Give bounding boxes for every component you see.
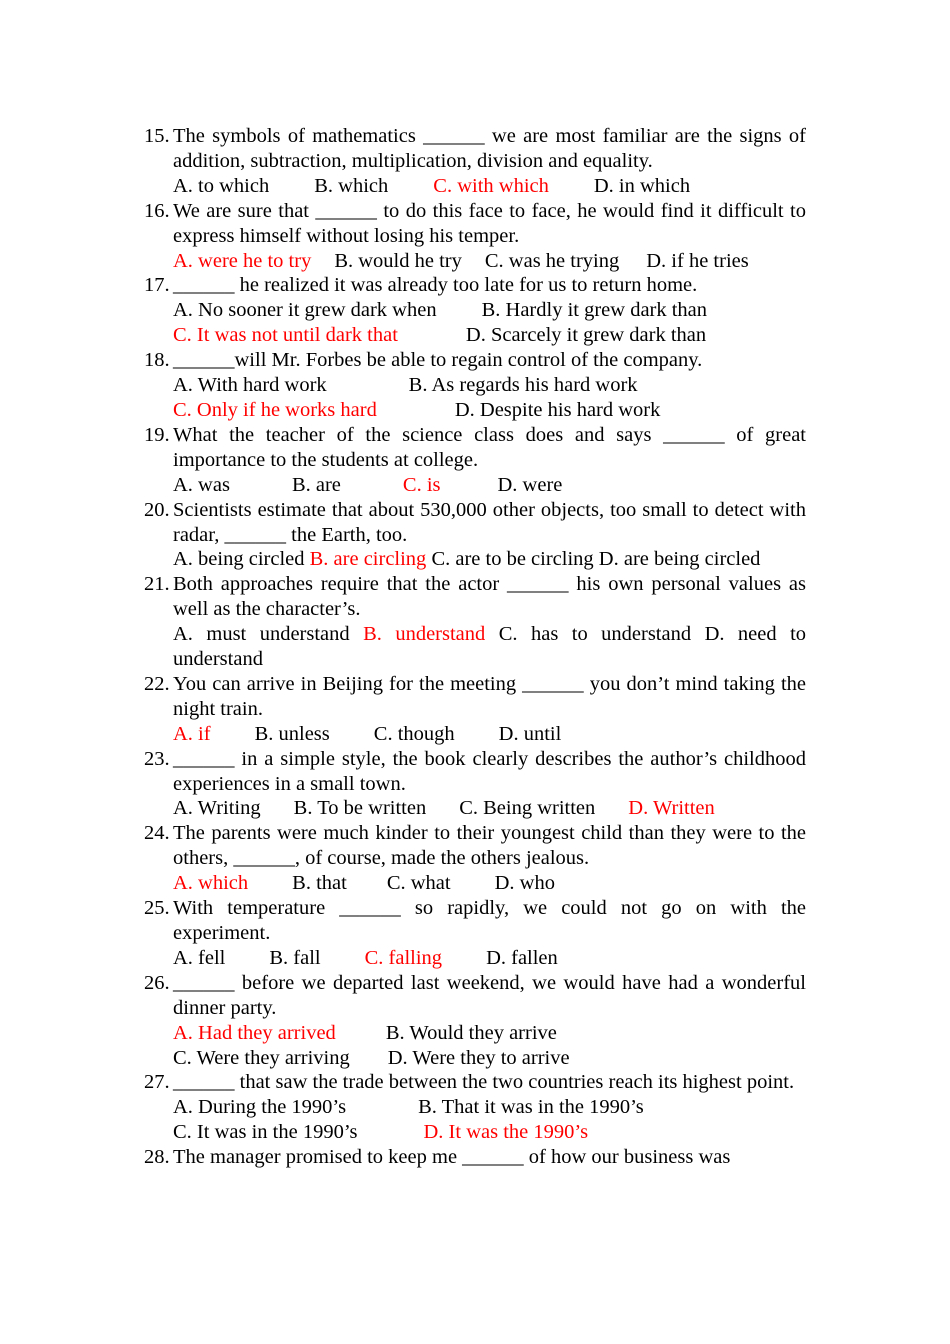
question-number: 21. xyxy=(144,573,170,596)
question-number: 23. xyxy=(144,747,170,770)
option: C. are to be circling xyxy=(431,548,594,571)
answer-option: B. understand xyxy=(363,623,486,646)
option: B. are xyxy=(291,473,341,496)
option-row xyxy=(173,323,806,348)
option: B. Would they arrive xyxy=(385,1021,557,1044)
question-26 xyxy=(144,971,806,1071)
option-row xyxy=(173,1021,806,1046)
question-number: 22. xyxy=(144,672,170,695)
option: D. if he tries xyxy=(646,249,749,272)
answer-option: A. were he to try xyxy=(173,249,312,272)
option: B. fall xyxy=(269,946,321,969)
question-stem: What the teacher of the science class does and says ______ of great importance to the students at college. xyxy=(173,423,806,471)
question-15 xyxy=(144,124,806,199)
option: C. It was in the 1990’s xyxy=(173,1121,358,1144)
answer-option: B. are circling xyxy=(309,548,427,571)
question-25 xyxy=(144,896,806,971)
question-number: 26. xyxy=(144,971,170,994)
option-row xyxy=(173,249,806,274)
option: A. being circled xyxy=(173,548,305,571)
option: D. in which xyxy=(593,174,691,197)
option-row xyxy=(173,622,806,672)
option: B. unless xyxy=(254,722,330,745)
option: C. Were they arriving xyxy=(173,1046,350,1069)
answer-option: D. Written xyxy=(628,797,715,820)
option: D. Scarcely it grew dark than xyxy=(465,324,707,347)
option-row xyxy=(173,398,806,423)
option: D. were xyxy=(497,473,563,496)
option: D. who xyxy=(494,872,555,895)
option: D. until xyxy=(498,722,562,745)
question-stem: ______ before we departed last weekend, we would have had a wonderful dinner party. xyxy=(173,971,806,1019)
question-27 xyxy=(144,1070,806,1145)
option-row xyxy=(173,722,806,747)
question-16 xyxy=(144,199,806,274)
question-22 xyxy=(144,672,806,747)
question-stem: With temperature ______ so rapidly, we could not go on with the experiment. xyxy=(173,897,806,944)
option: B. As regards his hard work xyxy=(408,374,638,397)
question-stem: The symbols of mathematics ______ we are most familiar are the signs of addition, subtraction, multiplication, division and equality. xyxy=(173,125,806,172)
option: B. That it was in the 1990’s xyxy=(418,1096,644,1119)
question-stem: Both approaches require that the actor ______ his own personal values as well as the character’s. xyxy=(173,573,806,621)
question-number: 27. xyxy=(144,1071,170,1094)
option: A. fell xyxy=(173,946,226,969)
question-stem: ______ in a simple style, the book clearly describes the author’s childhood experiences in a small town. xyxy=(173,747,806,795)
option: A. to which xyxy=(173,174,270,197)
question-stem: The parents were much kinder to their youngest child than they were to the others, ______, of course, made the others jealous. xyxy=(173,822,806,870)
option-row xyxy=(173,871,806,896)
option: D. need to understand xyxy=(173,623,807,671)
option-row xyxy=(173,1120,806,1145)
option: A. With hard work xyxy=(173,374,327,397)
option: B. would he try xyxy=(334,249,462,272)
question-number: 28. xyxy=(144,1146,170,1169)
answer-option: D. It was the 1990’s xyxy=(423,1121,589,1144)
question-stem: ______ that saw the trade between the two countries reach its highest point. xyxy=(173,1071,795,1094)
answer-option: C. It was not until dark that xyxy=(173,324,398,347)
question-28 xyxy=(144,1145,806,1170)
option: B. which xyxy=(314,174,389,197)
option-row xyxy=(173,373,806,398)
option-row xyxy=(173,298,806,323)
option: A. was xyxy=(173,473,230,496)
answer-option: A. which xyxy=(173,872,249,895)
answer-option: C. is xyxy=(402,473,441,496)
answer-option: A. Had they arrived xyxy=(173,1021,336,1044)
option: D. Despite his hard work xyxy=(454,398,661,421)
question-stem: The manager promised to keep me ______ of how our business was xyxy=(173,1146,731,1169)
question-stem: ______ he realized it was already too late for us to return home. xyxy=(173,274,698,297)
answer-option: A. if xyxy=(173,722,211,745)
question-18 xyxy=(144,348,806,423)
option-row xyxy=(173,796,806,821)
question-number: 25. xyxy=(144,897,170,920)
option-row xyxy=(173,547,806,572)
option: B. To be written xyxy=(293,797,427,820)
option: C. though xyxy=(373,722,455,745)
question-number: 15. xyxy=(144,125,170,147)
option: A. Writing xyxy=(173,797,261,820)
question-number: 16. xyxy=(144,199,170,222)
option: A. must understand xyxy=(173,623,350,646)
option: C. was he trying xyxy=(484,249,620,272)
option: D. are being circled xyxy=(598,548,761,571)
question-number: 20. xyxy=(144,498,170,521)
answer-option: C. falling xyxy=(364,946,443,969)
option: C. what xyxy=(386,872,451,895)
question-21 xyxy=(144,572,806,672)
question-stem: You can arrive in Beijing for the meeting ______ you don’t mind taking the night train. xyxy=(173,672,806,720)
option: C. has to understand xyxy=(498,623,692,646)
option-row xyxy=(173,946,806,971)
option: D. fallen xyxy=(486,946,558,969)
question-stem: Scientists estimate that about 530,000 other objects, too small to detect with radar, ______ the Earth, too. xyxy=(173,498,806,546)
answer-option: C. with which xyxy=(433,174,549,197)
question-stem: ______will Mr. Forbes be able to regain control of the company. xyxy=(173,349,703,372)
question-23 xyxy=(144,747,806,822)
option: D. Were they to arrive xyxy=(387,1046,570,1069)
question-list xyxy=(144,124,806,1170)
option: A. During the 1990’s xyxy=(173,1096,347,1119)
question-number: 18. xyxy=(144,349,170,372)
option: B. that xyxy=(292,872,347,895)
question-19 xyxy=(144,423,806,498)
question-number: 24. xyxy=(144,822,170,845)
question-number: 19. xyxy=(144,423,170,446)
question-17 xyxy=(144,273,806,348)
option-row xyxy=(173,1095,806,1120)
question-24 xyxy=(144,821,806,896)
option-row xyxy=(173,473,806,498)
question-number: 17. xyxy=(144,274,170,297)
question-20 xyxy=(144,498,806,573)
option-row xyxy=(173,1046,806,1071)
question-stem: We are sure that ______ to do this face to face, he would find it difficult to express himself without losing his temper. xyxy=(173,199,806,247)
option-row xyxy=(173,174,806,199)
option: A. No sooner it grew dark when xyxy=(173,299,437,322)
answer-option: C. Only if he works hard xyxy=(173,398,377,421)
option: B. Hardly it grew dark than xyxy=(481,299,708,322)
option: C. Being written xyxy=(459,797,596,820)
